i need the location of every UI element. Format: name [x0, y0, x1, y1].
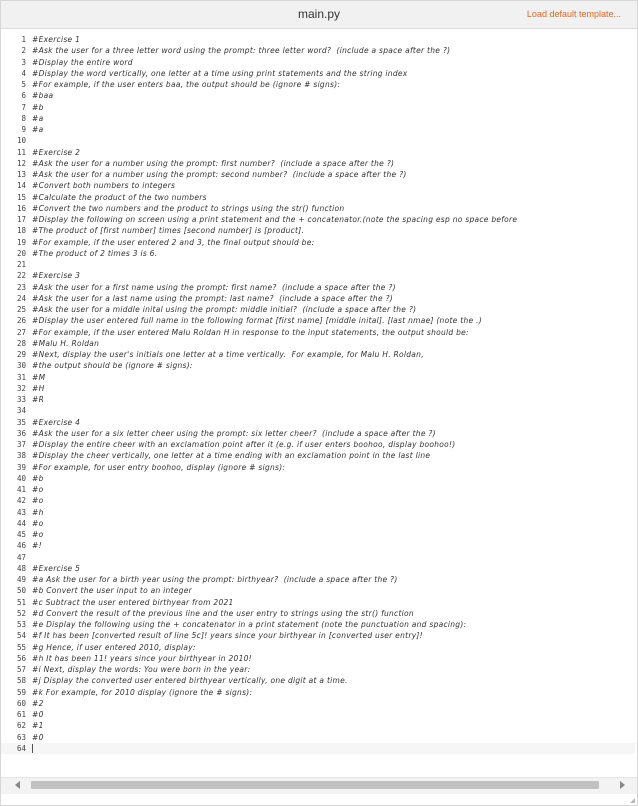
line-number: 34	[16, 406, 26, 416]
code-text[interactable]: #e Display the following using the + concatenator in a print statement (note the punctuation and spacing):	[32, 620, 467, 629]
arrow-right-icon[interactable]	[620, 781, 625, 789]
code-line[interactable]	[1, 282, 635, 293]
code-line[interactable]	[1, 360, 635, 371]
code-text[interactable]: #Calculate the product of the two numbers	[32, 192, 207, 202]
code-text[interactable]: #baa	[32, 91, 54, 101]
line-number: 41	[16, 485, 26, 494]
line-number: 39	[16, 462, 26, 472]
code-line[interactable]	[1, 642, 635, 653]
code-line[interactable]	[1, 349, 635, 360]
code-text[interactable]: #For example, for user entry boohoo, display (ignore # signs):	[32, 462, 286, 472]
line-number: 15	[16, 192, 26, 202]
line-number: 5	[21, 80, 26, 89]
line-number: 14	[16, 181, 26, 191]
line-number: 30	[16, 361, 26, 371]
code-line[interactable]	[1, 192, 635, 203]
code-text[interactable]: #For example, if the user entered Malu Roldan H in response to the input statements, the output should be:	[32, 327, 469, 337]
code-line[interactable]	[1, 495, 635, 506]
line-number: 23	[16, 282, 26, 292]
code-text[interactable]: #a	[32, 125, 44, 134]
line-number: 59	[16, 687, 26, 697]
code-line[interactable]	[1, 214, 635, 225]
code-text[interactable]: #c Subtract the user entered birthyear from 2021	[32, 597, 234, 607]
editor-header	[1, 1, 637, 29]
line-number: 48	[16, 563, 26, 573]
resize-grip-icon[interactable]	[630, 798, 635, 803]
code-line[interactable]	[1, 113, 635, 124]
code-text[interactable]: #h	[32, 507, 44, 517]
code-text[interactable]: #i Next, display the words: You were born in the year:	[32, 665, 251, 674]
code-line[interactable]	[1, 315, 635, 326]
code-text[interactable]: #f It has been [converted result of line 5c]! years since your birthyear in [converted user entry]!	[32, 631, 423, 641]
line-number: 60	[16, 698, 26, 708]
code-text[interactable]: #Ask the user for a number using the prompt: second number? (include a space after the ?)	[32, 170, 407, 179]
code-text[interactable]: #o	[32, 518, 44, 528]
code-line[interactable]	[1, 687, 635, 698]
line-number: 2	[21, 46, 26, 56]
line-number: 51	[16, 597, 26, 607]
line-number: 46	[16, 541, 26, 551]
line-number: 7	[21, 102, 26, 112]
line-number: 6	[21, 91, 26, 101]
line-number: 47	[16, 552, 26, 562]
code-text[interactable]: #!	[32, 541, 42, 551]
code-text[interactable]: #H	[32, 383, 45, 393]
code-text[interactable]: #the output should be (ignore # signs):	[32, 361, 193, 371]
code-line[interactable]	[1, 630, 635, 641]
line-number: 9	[21, 125, 26, 134]
line-number: 8	[21, 113, 26, 123]
code-text[interactable]: #Exercise 4	[32, 417, 81, 427]
horizontal-scrollbar[interactable]	[1, 777, 637, 794]
code-line[interactable]	[1, 743, 635, 754]
line-number: 12	[16, 158, 26, 168]
line-number: 56	[16, 653, 26, 663]
line-number: 19	[16, 237, 26, 247]
load-default-template-link[interactable]: Load default template...	[526, 9, 621, 19]
code-text[interactable]: #Malu H. Roldan	[32, 338, 100, 348]
code-text[interactable]: #j Display the converted user entered birthyear vertically, one digit at a time.	[32, 676, 348, 686]
code-text[interactable]: #o	[32, 485, 44, 494]
code-text[interactable]: #For example, if the user entered 2 and 3, the final output should be:	[32, 237, 315, 247]
code-text[interactable]: #Display the entire word	[32, 57, 133, 67]
code-line[interactable]	[1, 225, 635, 236]
line-number: 26	[16, 316, 26, 326]
code-line[interactable]	[1, 203, 635, 214]
code-line[interactable]	[1, 484, 635, 495]
code-line[interactable]	[1, 68, 635, 79]
code-text[interactable]: #Ask the user for a six letter cheer using the prompt: six letter cheer? (include a space after the ?)	[32, 428, 436, 438]
code-line[interactable]	[1, 372, 635, 383]
line-number: 25	[16, 305, 26, 314]
line-number: 36	[16, 428, 26, 438]
code-text[interactable]: #Next, display the user's initials one letter at a time vertically. For example, for Malu H. Roldan,	[32, 350, 424, 359]
line-number: 17	[16, 215, 26, 224]
code-line[interactable]	[1, 158, 635, 169]
code-text[interactable]: #Exercise 2	[32, 147, 81, 157]
code-line[interactable]	[1, 473, 635, 484]
code-text[interactable]: #2	[32, 698, 44, 708]
code-text[interactable]: #1	[32, 721, 44, 731]
code-line[interactable]	[1, 90, 635, 101]
line-number: 61	[16, 710, 26, 719]
code-text[interactable]: #R	[32, 395, 45, 404]
code-line[interactable]	[1, 293, 635, 304]
line-number: 52	[16, 608, 26, 618]
line-number: 4	[21, 68, 26, 78]
code-line[interactable]	[1, 270, 635, 281]
code-line[interactable]	[1, 608, 635, 619]
line-number: 22	[16, 271, 26, 281]
code-text[interactable]: #Ask the user for a last name using the prompt: last name? (include a space after the ?)	[32, 293, 393, 303]
line-number: 33	[16, 395, 26, 404]
code-line[interactable]	[1, 383, 635, 394]
code-text[interactable]: #h It has been 11! years since your birthyear in 2010!	[32, 653, 252, 663]
code-line[interactable]	[1, 135, 635, 146]
code-text[interactable]: #a	[32, 113, 44, 123]
code-line[interactable]	[1, 664, 635, 675]
line-number: 63	[16, 732, 26, 742]
line-number: 53	[16, 620, 26, 629]
code-text[interactable]: #Ask the user for a three letter word using the prompt: three letter word? (include a space after the ?)	[32, 46, 451, 56]
code-text[interactable]: #Display the word vertically, one letter at a time using print statements and the string index	[32, 68, 408, 78]
code-line[interactable]	[1, 450, 635, 461]
code-text[interactable]: #k For example, for 2010 display (ignore the # signs):	[32, 687, 253, 697]
code-line[interactable]	[1, 462, 635, 473]
code-line[interactable]	[1, 675, 635, 686]
line-number: 54	[16, 631, 26, 641]
code-text[interactable]: #Display the cheer vertically, one letter at a time ending with an exclamation point in the last line	[32, 451, 431, 461]
line-number: 49	[16, 575, 26, 584]
code-text[interactable]: #Display the following on screen using a print statement and the + concatenator.(note the spacing esp no space before	[32, 215, 518, 224]
code-line[interactable]	[1, 732, 635, 743]
line-number: 11	[16, 147, 26, 157]
line-number: 37	[16, 440, 26, 449]
line-number: 57	[16, 665, 26, 674]
code-line[interactable]	[1, 653, 635, 664]
code-line[interactable]	[1, 57, 635, 68]
code-text[interactable]: #g Hence, if user entered 2010, display:	[32, 642, 196, 652]
code-line[interactable]	[1, 552, 635, 563]
code-text[interactable]: #Display the entire cheer with an exclamation point after it (e.g. if user enters boohoo, display boohoo!)	[32, 440, 456, 449]
code-line[interactable]	[1, 563, 635, 574]
code-line[interactable]	[1, 248, 635, 259]
line-number: 29	[16, 350, 26, 359]
line-number: 55	[16, 642, 26, 652]
code-line[interactable]	[1, 597, 635, 608]
line-number: 20	[16, 248, 26, 258]
code-line[interactable]	[1, 405, 635, 416]
code-text[interactable]: #The product of 2 times 3 is 6.	[32, 248, 158, 258]
scrollbar-thumb[interactable]	[31, 781, 599, 789]
code-text[interactable]: #0	[32, 710, 44, 719]
code-text[interactable]: #o	[32, 530, 44, 539]
line-number: 1	[21, 35, 26, 44]
code-line[interactable]	[1, 102, 635, 113]
code-line[interactable]	[1, 394, 635, 405]
code-text[interactable]: #b Convert the user input to an integer	[32, 586, 192, 596]
code-line[interactable]	[1, 169, 635, 180]
code-text[interactable]: #Exercise 5	[32, 563, 81, 573]
code-line[interactable]	[1, 45, 635, 56]
line-number: 3	[21, 57, 26, 67]
line-number: 32	[16, 383, 26, 393]
line-number: 44	[16, 518, 26, 528]
code-line[interactable]	[1, 304, 635, 315]
line-number: 13	[16, 170, 26, 179]
code-line[interactable]	[1, 619, 635, 630]
line-number: 21	[16, 260, 26, 269]
code-text[interactable]: #For example, if the user enters baa, the output should be (ignore # signs):	[32, 80, 341, 89]
code-text[interactable]: #Convert the two numbers and the product to strings using the str() function	[32, 203, 345, 213]
code-text[interactable]: #b	[32, 102, 44, 112]
line-number: 50	[16, 586, 26, 596]
code-line[interactable]	[1, 327, 635, 338]
code-text[interactable]: #o	[32, 496, 44, 506]
code-line[interactable]	[1, 34, 635, 45]
code-line[interactable]	[1, 439, 635, 450]
line-number: 27	[16, 327, 26, 337]
line-number: 43	[16, 507, 26, 517]
arrow-left-icon[interactable]	[15, 781, 20, 789]
line-number: 64	[16, 743, 26, 753]
line-number: 42	[16, 496, 26, 506]
line-number: 62	[16, 721, 26, 731]
code-line[interactable]	[1, 709, 635, 720]
code-text[interactable]: #Exercise 1	[32, 35, 81, 44]
code-text[interactable]: #Display the user entered full name in the following format [first name] [middle inital]. [last nmae] (note the .)	[32, 316, 482, 326]
text-cursor	[32, 744, 33, 753]
code-text[interactable]: #d Convert the result of the previous line and the user entry to strings using the str() function	[32, 608, 414, 618]
line-number: 58	[16, 676, 26, 686]
line-number: 38	[16, 451, 26, 461]
code-line[interactable]	[1, 518, 635, 529]
code-line[interactable]	[1, 147, 635, 158]
code-line[interactable]	[1, 417, 635, 428]
code-text[interactable]: #Convert both numbers to integers	[32, 181, 176, 191]
code-line[interactable]	[1, 529, 635, 540]
code-line[interactable]	[1, 259, 635, 270]
line-number: 45	[16, 530, 26, 539]
line-number: 16	[16, 203, 26, 213]
code-line[interactable]	[1, 79, 635, 90]
code-line[interactable]	[1, 720, 635, 731]
line-number: 35	[16, 417, 26, 427]
code-line[interactable]	[1, 698, 635, 709]
code-text[interactable]: #Ask the user for a first name using the prompt: first name? (include a space after the ?)	[32, 282, 396, 292]
code-line[interactable]	[1, 237, 635, 248]
code-text[interactable]: #b	[32, 473, 44, 483]
code-editor[interactable]	[1, 34, 635, 771]
code-text[interactable]: #0	[32, 732, 44, 742]
code-line[interactable]	[1, 540, 635, 551]
line-number: 40	[16, 473, 26, 483]
code-line[interactable]	[1, 574, 635, 585]
code-text[interactable]: #The product of [first number] times [second number] is [product].	[32, 226, 305, 236]
line-number: 18	[16, 226, 26, 236]
code-line[interactable]	[1, 338, 635, 349]
line-number: 28	[16, 338, 26, 348]
code-line[interactable]	[1, 124, 635, 135]
code-text[interactable]: #Ask the user for a middle inital using the prompt: middle initial? (include a space after the ?)	[32, 305, 417, 314]
code-text[interactable]: #M	[32, 372, 46, 382]
code-text[interactable]: #Exercise 3	[32, 271, 81, 281]
line-number: 10	[16, 136, 26, 146]
code-text[interactable]: #a Ask the user for a birth year using the prompt: birthyear? (include a space after the ?)	[32, 575, 398, 584]
line-number: 31	[16, 372, 26, 382]
code-line[interactable]	[1, 428, 635, 439]
code-line[interactable]	[1, 507, 635, 518]
line-number: 24	[16, 293, 26, 303]
file-title: main.py	[297, 7, 341, 21]
code-text[interactable]: #Ask the user for a number using the prompt: first number? (include a space after the ?)	[32, 158, 395, 168]
code-line[interactable]	[1, 180, 635, 191]
code-line[interactable]	[1, 585, 635, 596]
